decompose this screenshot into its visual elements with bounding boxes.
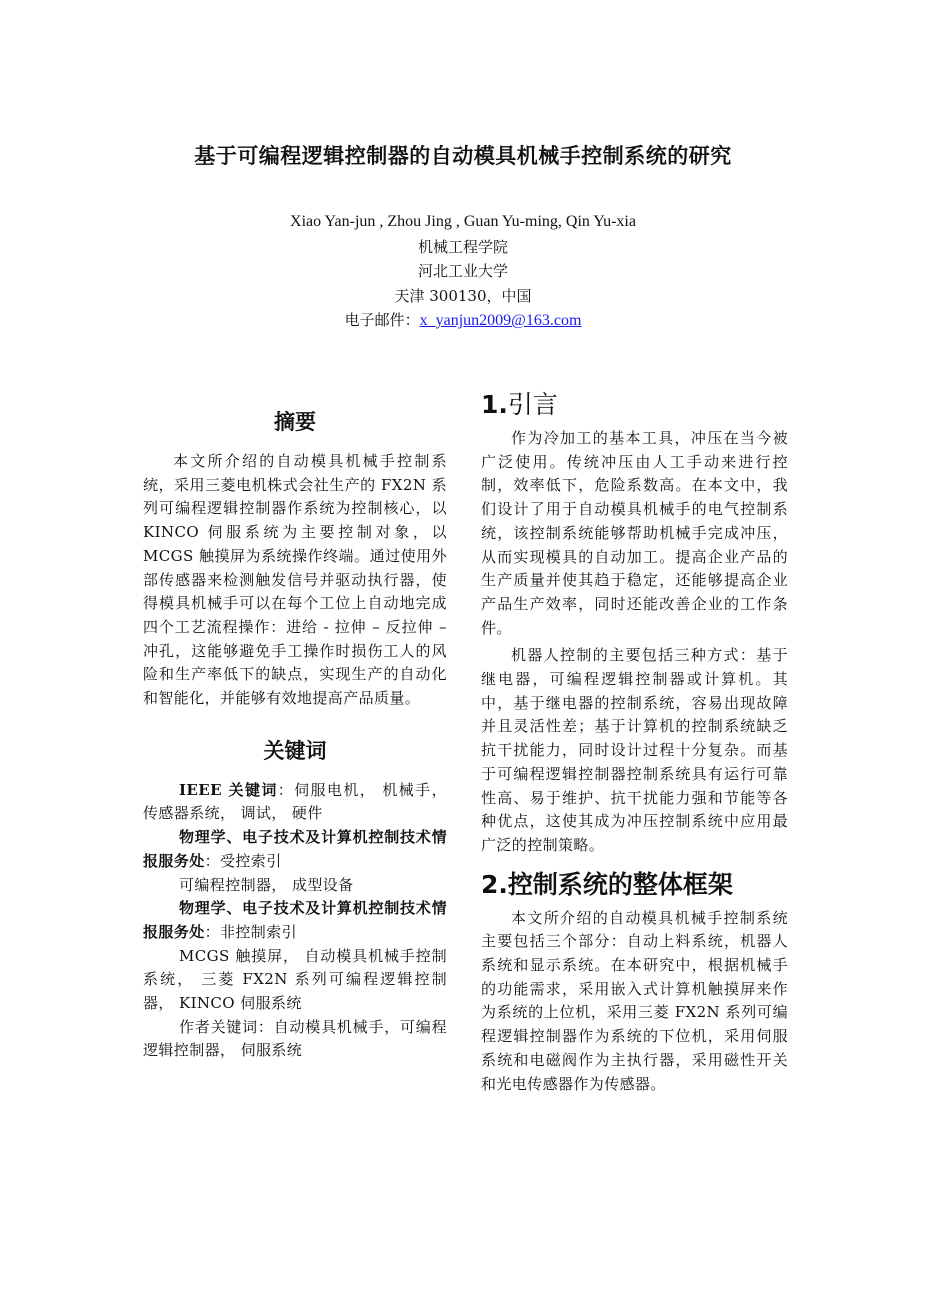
inspec-noncontrolled-terms: MCGS 触摸屏， 自动模具机械手控制系统， 三菱 FX2N 系列可编程逻辑控制器， KINCO 伺服系统 [143, 946, 447, 1013]
email-link[interactable]: x_yanjun2009@163.com [419, 312, 582, 329]
inspec-controlled-label: 物理学、电子技术及计算机控制技术情报服务处 [143, 828, 447, 870]
abstract-text: 本文所介绍的自动模具机械手控制系统，采用三菱电机株式会社生产的 FX2N 系列可编程逻辑控制器作系统为控制核心，以 KINCO 伺服系统为主要控制对象，以 MCGS 触摸屏为系统操作终端。通过使用外部传感器来检测触发信号并驱动执行器，使得模具机械手可以在每个工位上自动地完成四个工艺流程操作：进给 - 拉伸 – 反拉伸 – 冲孔，这能够避免手工操作时损伤工人的风险和生产率低下的缺点，实现生产的自动化和智能化，并能够有效地提高产品质量。 [143, 452, 447, 708]
left-column [143, 404, 447, 1063]
abstract-heading: 摘要 [274, 410, 316, 434]
author-keywords: 作者关键词：自动模具机械手，可编程逻辑控制器， 伺服系统 [143, 1017, 447, 1060]
affiliation-city: 天津 300130，中国 [394, 286, 532, 305]
section-2-number: 2. [481, 869, 508, 899]
right-column [481, 386, 788, 1096]
keywords-heading: 关键词 [263, 738, 327, 763]
section-1-title: 引言 [507, 390, 558, 419]
paper-title: 基于可编程逻辑控制器的自动模具机械手控制系统的研究 [194, 144, 732, 168]
section-1-para-2: 机器人控制的主要包括三种方式：基于继电器，可编程逻辑控制器或计算机。其中，基于继电器的控制系统，容易出现故障并且灵活性差；基于计算机的控制系统缺乏抗干扰能力，同时设计过程十分复杂。而基于可编程逻辑控制器控制系统具有运行可靠性高、易于维护、抗干扰能力强和节能等各种优点，这使其成为冲压控制系统中应用最广泛的控制策略。 [481, 646, 788, 854]
section-2-para-1: 本文所介绍的自动模具机械手控制系统主要包括三个部分：自动上料系统，机器人系统和显示系统。在本研究中，根据机械手的功能需求，采用嵌入式计算机触摸屏来作为系统的上位机，采用三菱 FX2N 系列可编程逻辑控制器作为系统的下位机，采用伺服系统和电磁阀作为主执行器，采用磁性开关和光电传感器作为传感器。 [481, 908, 788, 1093]
inspec-controlled-terms: 可编程控制器， 成型设备 [179, 875, 354, 894]
inspec-noncontrolled-text: ：非控制索引 [204, 922, 298, 941]
affiliation-department: 机械工程学院 [417, 237, 508, 256]
email-label: 电子邮件： [344, 311, 420, 329]
keywords-block [143, 779, 447, 1063]
inspec-controlled-text: ：受控索引 [204, 851, 282, 870]
inspec-controlled [143, 826, 447, 873]
affiliation-university: 河北工业大学 [417, 262, 508, 280]
section-2-heading [481, 866, 788, 904]
section-1-para-1: 作为冷加工的基本工具，冲压在当今被广泛使用。传统冲压由人工手动来进行控制，效率低下，危险系数高。在本文中，我们设计了用于自动模具机械手的电气控制系统，该控制系统能够帮助机械手完成冲压，从而实现模具的自动加工。提高企业产品的生产质量并使其趋于稳定，还能够提高企业产品生产效率，同时还能改善企业的工作条件。 [481, 429, 788, 637]
ieee-keywords-text: ：伺服电机， 机械手， 传感器系统， 调试， 硬件 [143, 780, 447, 823]
author-block [160, 210, 766, 334]
inspec-noncontrolled [143, 897, 447, 944]
inspec-noncontrolled-label: 物理学、电子技术及计算机控制技术情报服务处 [143, 899, 447, 941]
affiliation-email [160, 308, 766, 334]
section-1-heading [481, 386, 788, 424]
ieee-keywords-label: IEEE 关键词 [179, 780, 278, 799]
section-1-number: 1. [481, 390, 508, 419]
ieee-keywords [143, 779, 447, 826]
section-2-title: 控制系统的整体框架 [507, 869, 733, 899]
author-names: Xiao Yan-jun , Zhou Jing , Guan Yu-ming, Qin Yu-xia [290, 213, 636, 230]
